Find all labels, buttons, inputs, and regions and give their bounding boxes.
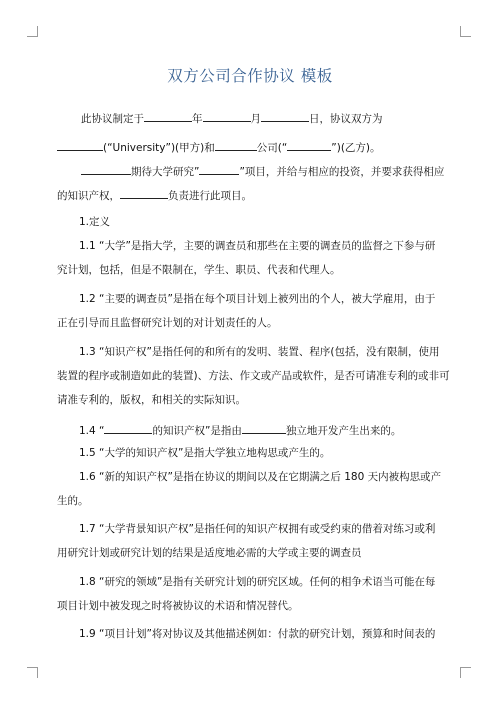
text-segment: 的知识产权， xyxy=(57,190,120,202)
text-segment: 究计划，包括，但是不限制在，学生、职员、代表和代理人。 xyxy=(57,264,341,276)
text-line xyxy=(57,346,467,359)
text-segment: (“University”)(甲方)和 xyxy=(103,142,215,154)
document-title: 双方公司合作协议 模板 xyxy=(167,67,333,85)
text-segment: 的知识产权”是指由 xyxy=(152,425,242,437)
fill-in-blank xyxy=(203,111,251,122)
text-segment: 1.9 “项目计划”将对协议及其他描述例如：付款的研究计划，预算和时间表的 xyxy=(79,628,436,640)
fill-in-blank xyxy=(287,140,331,151)
text-segment: 独立地开发产生出来的。 xyxy=(285,425,402,437)
text-line xyxy=(57,188,445,203)
text-line xyxy=(57,628,467,641)
text-segment: 装置的程序或制造如此的装置)、方法、作文或产品或软件，是否可请准专利的或非可 xyxy=(57,370,450,382)
text-segment: 用研究计划或研究计划的结果是适度地必需的大学或主要的调查员 xyxy=(57,547,362,559)
text-line xyxy=(57,576,467,589)
text-line xyxy=(57,600,445,613)
text-segment: 1.6 “新的知识产权”是指在协议的期间以及在它期满之后 180 天内被构思或产 xyxy=(79,471,442,483)
text-line xyxy=(57,240,467,253)
text-line xyxy=(57,293,467,306)
text-segment: ”项目，并给与相应的投资，并要求获得相应 xyxy=(239,166,445,178)
fill-in-blank xyxy=(104,423,152,434)
crop-mark-bottom-left xyxy=(27,667,38,678)
text-line xyxy=(57,547,445,560)
text-line xyxy=(57,140,445,155)
text-segment: 项目计划中被发现之时将被协议的术语和情况替代。 xyxy=(57,600,299,612)
text-line xyxy=(57,317,445,330)
text-segment: 1.2 “主要的调查员”是指在每个项目计划上被列出的个人，被大学雇用，由于 xyxy=(79,293,436,305)
fill-in-blank xyxy=(242,423,286,434)
text-segment: 1.3 “知识产权”是指任何的和所有的发明、装置、程序(包括，没有限制，使用 xyxy=(79,346,440,358)
text-segment: 负责进行此项目。 xyxy=(168,190,252,202)
text-line xyxy=(57,394,445,407)
text-segment: 日，协议双方为 xyxy=(309,113,383,125)
text-segment: 月 xyxy=(250,113,261,125)
text-segment: 请准专利的，版权，和相关的实际知识。 xyxy=(57,394,246,406)
text-line xyxy=(57,523,467,536)
crop-mark-top-right xyxy=(460,26,471,37)
text-line xyxy=(57,370,450,383)
text-line xyxy=(57,164,469,179)
text-segment: 期待大学研究” xyxy=(131,166,200,178)
text-segment: 公司(“ xyxy=(256,142,288,154)
text-segment: 1.7 “大学背景知识产权”是指任何的知识产权拥有或受约束的借着对练习或利 xyxy=(79,523,436,535)
fill-in-blank xyxy=(81,164,131,175)
text-line xyxy=(57,111,469,126)
crop-mark-top-left xyxy=(27,26,38,37)
text-line xyxy=(57,447,467,460)
fill-in-blank xyxy=(57,140,103,151)
text-segment: 此协议制定于 xyxy=(81,113,144,125)
fill-in-blank xyxy=(199,164,239,175)
text-line xyxy=(57,216,467,229)
text-segment: 1.1 “大学”是指大学，主要的调查员和那些在主要的调查员的监督之下参与研 xyxy=(79,240,436,252)
fill-in-blank xyxy=(144,111,192,122)
text-segment: ”)(乙方)。 xyxy=(331,142,381,154)
fill-in-blank xyxy=(120,188,168,199)
text-line xyxy=(57,423,467,438)
fill-in-blank xyxy=(261,111,309,122)
crop-mark-bottom-right xyxy=(460,667,471,678)
text-segment: 年 xyxy=(192,113,203,125)
text-segment: 正在引导而且监督研究计划的对计划责任的人。 xyxy=(57,317,278,329)
text-line xyxy=(57,495,445,508)
fill-in-blank xyxy=(215,140,257,151)
text-line xyxy=(57,471,467,484)
text-segment: 生的。 xyxy=(57,495,89,507)
text-line xyxy=(57,264,445,277)
text-segment: 1.4 “ xyxy=(79,425,105,437)
text-segment: 1.定义 xyxy=(79,216,111,228)
text-segment: 1.5 “大学的知识产权”是指大学独立地构思或产生的。 xyxy=(79,447,331,459)
text-segment: 1.8 “研究的领域”是指有关研究计划的研究区域。任何的相争术语当可能在每 xyxy=(79,576,436,588)
